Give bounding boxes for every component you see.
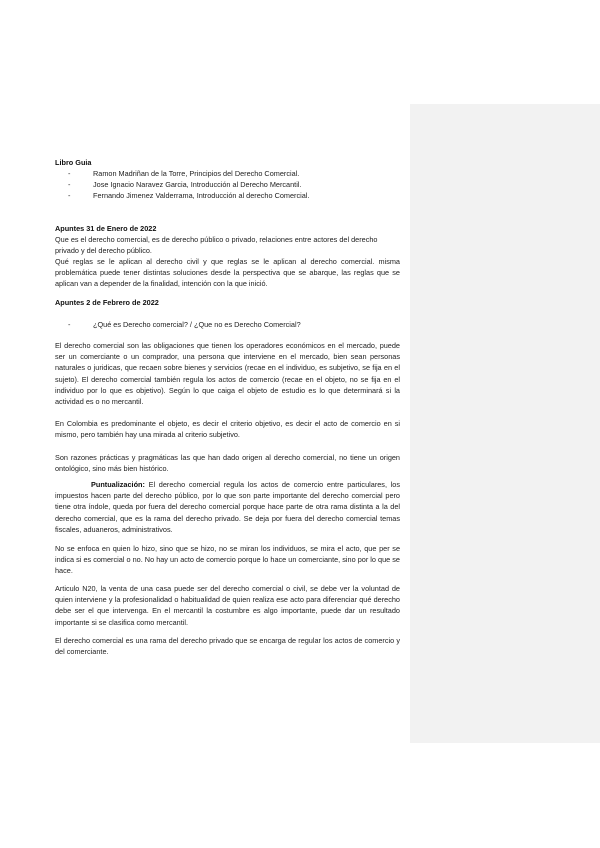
list-item: - Fernando Jimenez Valderrama, Introducción al derecho Comercial. [68, 191, 310, 201]
bullet-question: - ¿Qué es Derecho comercial? / ¿Que no es Derecho Comercial? [68, 320, 301, 329]
paragraph: En Colombia es predominante el objeto, es decir el criterio objetivo, es decir el acto de comercio en si mismo, pero también hay una mirada al criterio subjetivo. [55, 419, 400, 440]
puntualizacion-label: Puntualización: [91, 480, 145, 489]
list-item-text: Jose Ignacio Naravez Garcia, Introducción al Derecho Mercantil. [93, 180, 302, 190]
heading-apuntes-enero: Apuntes 31 de Enero de 2022 [55, 224, 157, 233]
paragraph: Qué reglas se le aplican al derecho civil y que reglas se le aplican al derecho comercial. misma problemática puede tener distintas soluciones desde la perspectiva que se abarque, las reglas que se aplican van a depender de la finalidad, intención con la que inició. [55, 257, 400, 289]
paragraph-puntualizacion [55, 479, 400, 535]
paragraph: Son razones prácticas y pragmáticas las que han dado origen al derecho comercial, no tiene un origen ontológico, sino más bien histórico. [55, 453, 400, 474]
list-item: - Ramon Madriñan de la Torre, Principios del Derecho Comercial. [68, 169, 300, 178]
heading-libro-guia: Libro Guia [55, 158, 92, 167]
paragraph: No se enfoca en quien lo hizo, sino que se hizo, no se miran los individuos, se mira el acto, que per se indica si es comercial o no. No hay un acto de comercio porque lo hace un comerciante, sino por lo que se hace. [55, 544, 400, 576]
list-item: - Jose Ignacio Naravez Garcia, Introducción al Derecho Mercantil. [68, 180, 302, 190]
paragraph: Que es el derecho comercial, es de derecho público o privado, relaciones entre actores del derecho privado y del derecho público. [55, 235, 378, 256]
paragraph: El derecho comercial es una rama del derecho privado que se encarga de regular los actos de comercio y del comerciante. [55, 636, 400, 657]
puntualizacion-text: El derecho comercial regula los actos de comercio entre particulares, los impuestos hacen parte del derecho público, por lo que son parte importante del derecho comercial pero tiene otra índole, queda por fuera del derecho comercial porque hace parte de otra rama distinta a la del derecho comercial, que es la rama del derecho privado. Se deja por fuera del derecho comercial temas fiscales, aduaneros, administrativos. [55, 480, 400, 534]
comment-margin-pane [410, 104, 600, 743]
paragraph: El derecho comercial son las obligaciones que tienen los operadores económicos en el mercado, puede ser un comerciante o un comprador, una persona que interviene en el mercado, bien sean personas naturales o juridicas, que recaen sobre bienes y servicios (recae en el individuo, es subjetivo, se fija en el sujeto). El derecho comercial también regula los actos de comercio (recae en el objeto, no se fija en el individuo por lo que es objetivo). Según lo que caiga el objeto de estudio es lo que determinará si la actividad es o no mercantil. [55, 341, 400, 407]
heading-apuntes-febrero: Apuntes 2 de Febrero de 2022 [55, 298, 159, 307]
list-item-text: Ramon Madriñan de la Torre, Principios del Derecho Comercial. [93, 169, 300, 178]
paragraph: Articulo N20, la venta de una casa puede ser del derecho comercial o civil, se debe ver la voluntad de quien interviene y la profesionalidad o habitualidad de quien realiza ese acto para diferenciar qué derecho debe ser el que intervenga. En el mercantil la costumbre es algo importante, puede dar un resultado importante si se clasifica como mercantil. [55, 584, 400, 627]
bullet-text: ¿Qué es Derecho comercial? / ¿Que no es Derecho Comercial? [93, 320, 301, 329]
libro-guia-list [55, 168, 400, 202]
list-item-text: Fernando Jimenez Valderrama, Introducción al derecho Comercial. [93, 191, 310, 201]
